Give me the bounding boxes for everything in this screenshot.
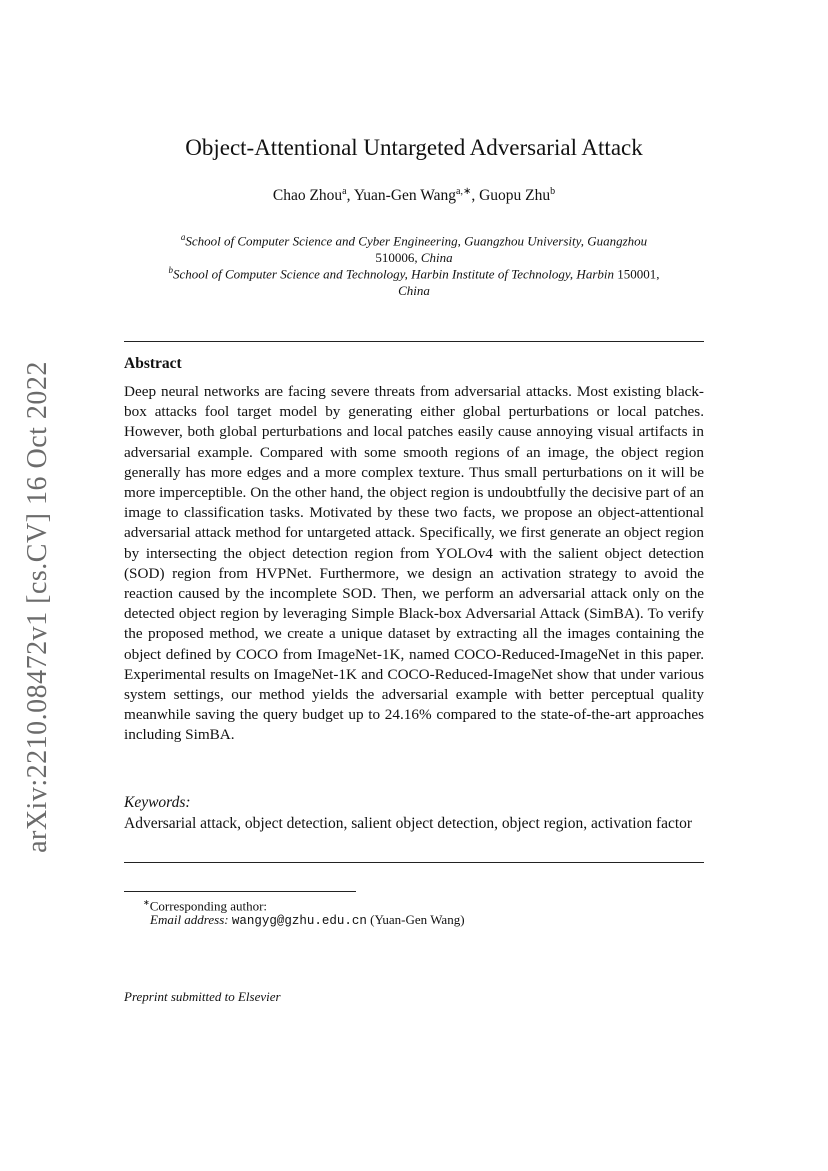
paper-title: Object-Attentional Untargeted Adversarial Attack <box>185 135 643 160</box>
author-list: Chao Zhou$^a$, Yuan-Gen Wang$^{a,∗}$, Guopu Zhu$^b$ <box>272 186 556 205</box>
author-name: Chao Zhou <box>272 187 343 205</box>
footnote-rule <box>124 891 356 892</box>
affiliation-b <box>130 262 698 299</box>
keywords-text: Adversarial attack, object detection, salient object detection, object region, activation factor <box>124 815 693 832</box>
affiliation-mark: a <box>180 232 186 242</box>
author-name: Guopu Zhu <box>479 187 551 205</box>
abstract-top-rule <box>124 341 704 342</box>
affiliation-a <box>130 229 698 266</box>
footnote-mark: ∗ <box>143 898 150 907</box>
abstract-heading: Abstract <box>124 355 182 372</box>
author-affiliation-mark: a <box>342 186 347 197</box>
abstract-bottom-rule <box>124 862 704 863</box>
arxiv-side-stamp <box>14 362 62 852</box>
affiliation-text: School of Computer Science and Cyber Engineering, Guangzhou University, Guangzhou <box>185 233 648 249</box>
affiliation-country: China <box>398 283 430 299</box>
affiliation-mark: b <box>168 265 173 275</box>
affiliation-country: China <box>420 250 453 266</box>
affiliation-postcode: 510006, <box>375 250 418 266</box>
keywords-heading: Keywords: <box>124 794 191 811</box>
footnote-text: Corresponding author: <box>149 898 268 914</box>
email-footnote <box>150 911 465 930</box>
abstract-text: Deep neural networks are facing severe threats from adversarial attacks. Most existing black-box attacks fool target model by generating either global perturbations or local patches. However, both global perturbations and local patches easily cause annoying visual artifacts in adversarial example. Compared with some smooth regions of an image, the object region generally has more edges and a more complex texture. Thus small perturbations on it will be more imperceptible. On the other hand, the object region is undoubtfully the decisive part of an image to classification tasks. Motivated by these two facts, we propose an object-attentional adversarial attack method for untargeted attack. Specifically, we first generate an object region by intersecting the object detection region from YOLOv4 with the salient object detection (SOD) region from HVPNet. Furthermore, we design an activation strategy to avoid the reaction caused by the incomplete SOD. Then, we perform an adversarial attack only on the detected object region by leveraging Simple Black-box Adversarial Attack (SimBA). To verify the proposed method, we create a unique dataset by extracting all the images containing the object defined by COCO from ImageNet-1K, named COCO-Reduced-ImageNet in this paper. Experimental results on ImageNet-1K and COCO-Reduced-ImageNet show that under various system settings, our method yields the adversarial example with better perceptual quality meanwhile saving the query budget up to 24.16% compared to the state-of-the-art approaches including SimBA. <box>124 383 704 744</box>
author-affiliation-mark: b <box>550 186 556 197</box>
affiliation-postcode: 150001, <box>617 266 660 282</box>
author-name: Yuan-Gen Wang <box>353 187 457 205</box>
email-label: Email address: <box>150 912 229 927</box>
author-affiliation-mark: a,∗ <box>456 186 472 197</box>
arxiv-identifier: arXiv:2210.08472v1 [cs.CV] 16 Oct 2022 <box>22 361 54 853</box>
affiliation-text: School of Computer Science and Technology, Harbin Institute of Technology, Harbin <box>172 266 614 282</box>
preprint-note: Preprint submitted to Elsevier <box>124 989 281 1004</box>
email-address[interactable]: wangyg@gzhu.edu.cn <box>231 914 367 928</box>
email-owner: (Yuan-Gen Wang) <box>370 912 465 927</box>
